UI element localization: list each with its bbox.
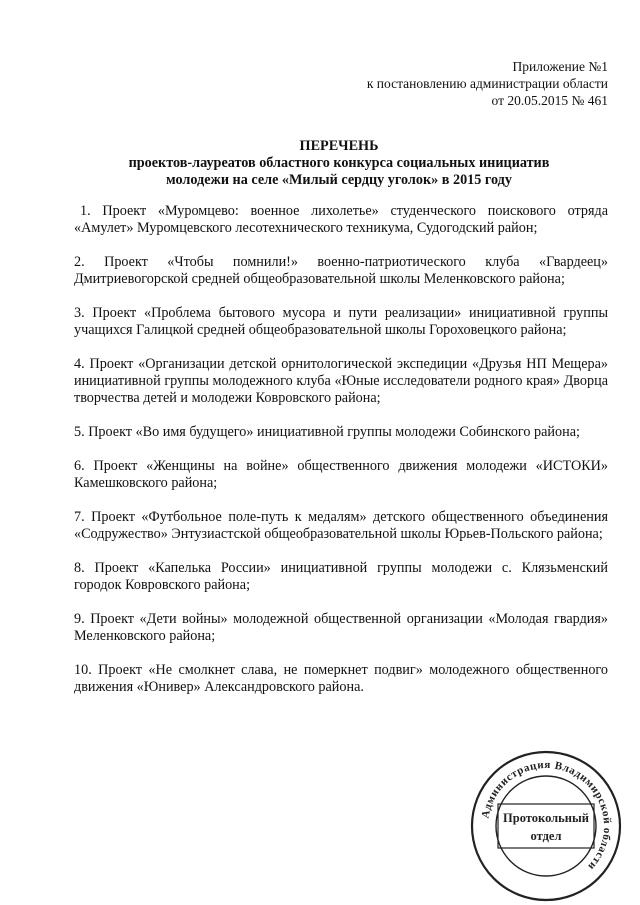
list-item-6: 6. Проект «Женщины на войне» общественного движения молодежи «ИСТОКИ» Камешковского района;: [74, 458, 608, 491]
stamp-outer-ring: [472, 752, 620, 900]
stamp-ring-text: Администрация Владимирской области: [479, 758, 614, 873]
appendix-block: [328, 58, 608, 109]
list-item-2: 2. Проект «Чтобы помнили!» военно-патриотического клуба «Гвардеец» Дмитриевогорской средней общеобразовательной школы Меленковского района;: [74, 254, 608, 287]
official-stamp: [468, 748, 624, 904]
title-heading: ПЕРЕЧЕНЬ: [299, 138, 379, 154]
list-item-4: 4. Проект «Организации детской орнитологической экспедиции «Друзья НП Мещера» инициативной группы молодежного клуба «Юные исследователи родного края» Дворца творчества детей и молодежи Ковровского района;: [74, 356, 608, 406]
list-item-9: 9. Проект «Дети войны» молодежной общественной организации «Молодая гвардия» Меленковского района;: [74, 611, 608, 644]
appendix-line-3: от 20.05.2015 № 461: [491, 93, 608, 108]
list-item-7: 7. Проект «Футбольное поле-путь к медалям» детского общественного объединения «Содружество» Энтузиастской общеобразовательной школы Юрьев-Польского района;: [74, 509, 608, 542]
appendix-line-1: Приложение №1: [512, 59, 608, 74]
stamp-center-line-2: отдел: [530, 829, 562, 843]
list-item-3: 3. Проект «Проблема бытового мусора и пути реализации» инициативной группы учащихся Галицкой средней общеобразовательной школы Гороховецкого района;: [74, 305, 608, 338]
title-line-1: проектов-лауреатов областного конкурса социальных инициатив: [128, 155, 550, 171]
appendix-line-2: к постановлению администрации области: [366, 76, 608, 91]
document-title: [70, 138, 608, 189]
title-line-2: молодежи на селе «Милый сердцу уголок» в 2015 году: [166, 172, 512, 188]
list-item-8: 8. Проект «Капелька России» инициативной группы молодежи с. Клязьменский городок Ковровского района;: [74, 560, 608, 593]
laureates-list: [74, 203, 608, 696]
stamp-inner-ring: [496, 776, 596, 876]
list-item-5: 5. Проект «Во имя будущего» инициативной группы молодежи Собинского района;: [74, 424, 580, 440]
stamp-center-line-1: Протокольный: [503, 811, 589, 825]
list-item-10: 10. Проект «Не смолкнет слава, не померкнет подвиг» молодежного общественного движения «Юнивер» Александровского района.: [74, 662, 608, 695]
list-item-1: 1. Проект «Муромцево: военное лихолетье» студенческого поискового отряда «Амулет» Муромцевского лесотехнического техникума, Судогодский район;: [74, 203, 608, 236]
